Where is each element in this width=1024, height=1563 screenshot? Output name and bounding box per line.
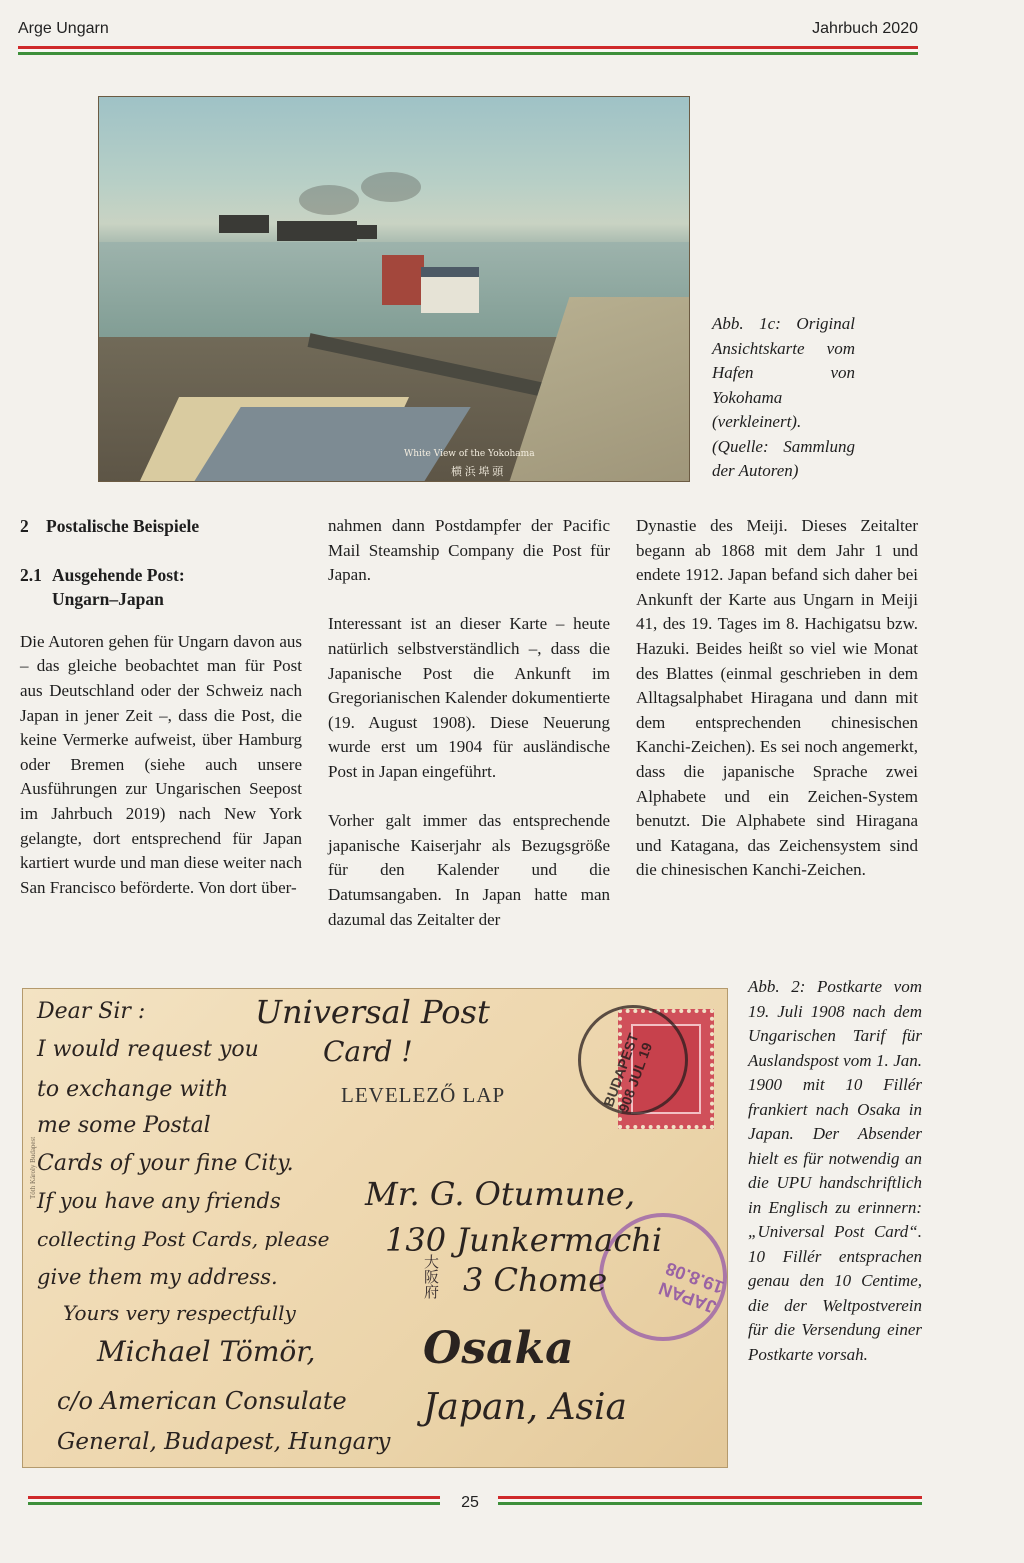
subsection-title-line1: Ausgehende Post: [52, 564, 185, 585]
handwriting-line: c/o American Consulate [57, 1387, 347, 1415]
paragraph-1-part-b: nahmen dann Postdampfer der Pacific Mail Steamship Company die Post für Japan. [328, 516, 610, 585]
handwriting-line: Card ! [323, 1035, 413, 1068]
handwriting-line: Mr. G. Otumune, [365, 1175, 636, 1213]
handwriting-line: General, Budapest, Hungary [57, 1429, 391, 1455]
handwriting-line: If you have any friends [37, 1189, 281, 1213]
figure-1-caption: Abb. 1c: Original Ansichtskarte vom Hafen von Yokohama (verkleinert). (Quelle: Sammlung der Autoren) [712, 314, 855, 480]
footer-tricolor-stripe-right [498, 1496, 922, 1505]
photo-red-building [382, 255, 424, 305]
handwriting-line: give them my address. [37, 1265, 278, 1289]
postcard-publisher-print: Tóth Károly Budapest [29, 1136, 37, 1199]
photo-printed-kanji: 横 浜 埠 頭 [451, 466, 504, 478]
handwriting-line: Cards of your fine City. [37, 1151, 294, 1176]
subsection-number: 2.1 [20, 564, 42, 585]
paragraph-1-part-a: Die Autoren gehen für Ungarn davon aus – das gleiche beobachtet man für Post aus Deutschland oder der Schweiz nach Japan in jener Zeit –, dass die Post, die keine Vermerke aufweist, über Hamburg oder Bremen (siehe auch unsere Ausführungen zur Ungarischen Seepost im Jahrbuch 2019) nach New York gelangte, dort entsprechend für Japan kartiert wurde und man diese weiter nach San Francisco beförderte. Von dort über- [20, 631, 302, 897]
handwriting-line: Osaka [423, 1323, 574, 1374]
photo-roof [193, 407, 470, 482]
paragraph-3-part-b: Dynastie des Meiji. Dieses Zeitalter begann ab 1868 mit dem Jahr 1 und endete 1912. Japan befand sich daher bei Ankunft der Karte aus Ungarn in Meiji 41, des 19. Tages im 8. Hachigatsu bzw. Hazuki. Beides heißt so viel wie Monat des Blattes (einmal geschrieben in dem Alltagsalphabet Hiragana und dann mit dem entsprechenden chinesischen Kanchi-Zeichen). Es sei noch angemerkt, dass die japanische Sprache zwei Alphabete und ein Zeichen-System benutzt. Die Alphabete sind Hiragana und Katagana, das Zeichensystem sind die chinesischen Kanchi-Zeichen. [636, 516, 918, 880]
header-left: Arge Ungarn [18, 20, 109, 37]
departure-postmark-text: BUDAPEST 908 JUL 19 [600, 1031, 656, 1115]
footer-tricolor-stripe-left [28, 1496, 440, 1505]
handwriting-line: Michael Tömör, [97, 1335, 316, 1368]
header-tricolor-stripe [18, 46, 918, 55]
section-number: 2 [20, 516, 29, 536]
arrival-postmark-text: JAPAN 19.8.08 [656, 1258, 727, 1318]
departure-postmark [578, 1005, 688, 1115]
photo-smoke [361, 172, 421, 202]
paragraph-2: Interessant ist an dieser Karte – heute natürlich selbstverständlich –, dass die Japanische Post die Ankunft im Gregorianischen Kalender dokumentierte (19. August 1908). Diese Neuerung wurde erst um 1904 für ausländische Post in Japan eingeführt. [328, 614, 610, 781]
handwriting-line: Universal Post [255, 993, 490, 1031]
text-column-2 [328, 514, 610, 957]
subsection-title-line2: Ungarn–Japan [52, 589, 164, 610]
photo-smoke [299, 185, 359, 215]
yokohama-harbor-photo [98, 96, 690, 482]
handwriting-line: Dear Sir : [37, 999, 146, 1024]
subsection-heading [20, 563, 302, 612]
photo-printed-caption: White View of the Yokohama [404, 449, 535, 459]
handwriting-line: 3 Chome [463, 1261, 608, 1299]
text-column-3 [636, 514, 918, 908]
page-number: 25 [461, 1494, 479, 1511]
handwriting-line: Yours very respectfully [63, 1301, 296, 1325]
handwriting-line: to exchange with [37, 1077, 229, 1102]
header-right: Jahrbuch 2020 [812, 20, 918, 37]
photo-ship [337, 225, 377, 239]
handwriting-line: collecting Post Cards, please [37, 1227, 330, 1251]
paragraph-3-part-a: Vorher galt immer das entsprechende japanische Kaiserjahr als Bezugsgröße für den Kalender und die Datumsangaben. In Japan hatte man dazumal das Zeitalter der [328, 811, 610, 929]
photo-ship [219, 215, 269, 233]
handwriting-line: 130 Junkermachi [385, 1221, 663, 1259]
section-heading [20, 514, 302, 539]
photo-white-building [421, 267, 479, 313]
section-title: Postalische Beispiele [46, 516, 200, 536]
kanji-address-note: 大阪府 [422, 1254, 438, 1299]
postcard-image [22, 988, 728, 1468]
handwriting-line: Japan, Asia [423, 1387, 627, 1428]
postcard-printed-title: LEVELEZŐ LAP [341, 1083, 506, 1107]
text-column-1 [20, 514, 302, 925]
handwriting-line: me some Postal [37, 1113, 211, 1138]
handwriting-line: I would request you [37, 1037, 259, 1062]
figure-2-caption: Abb. 2: Postkarte vom 19. Juli 1908 nach dem Ungarischen Tarif für Auslandspost vom 1. Jan. 1900 mit 10 Fillér frankiert nach Osaka in Japan. Der Absender hielt es für notwendig an die UPU handschriftlich in Englisch zu erinnern: „Universal Post Card“. 10 Fillér entsprachen genau den 10 Centime, die der Weltpostverein für die Versendung einer Postkarte vorsah. [748, 977, 922, 1364]
